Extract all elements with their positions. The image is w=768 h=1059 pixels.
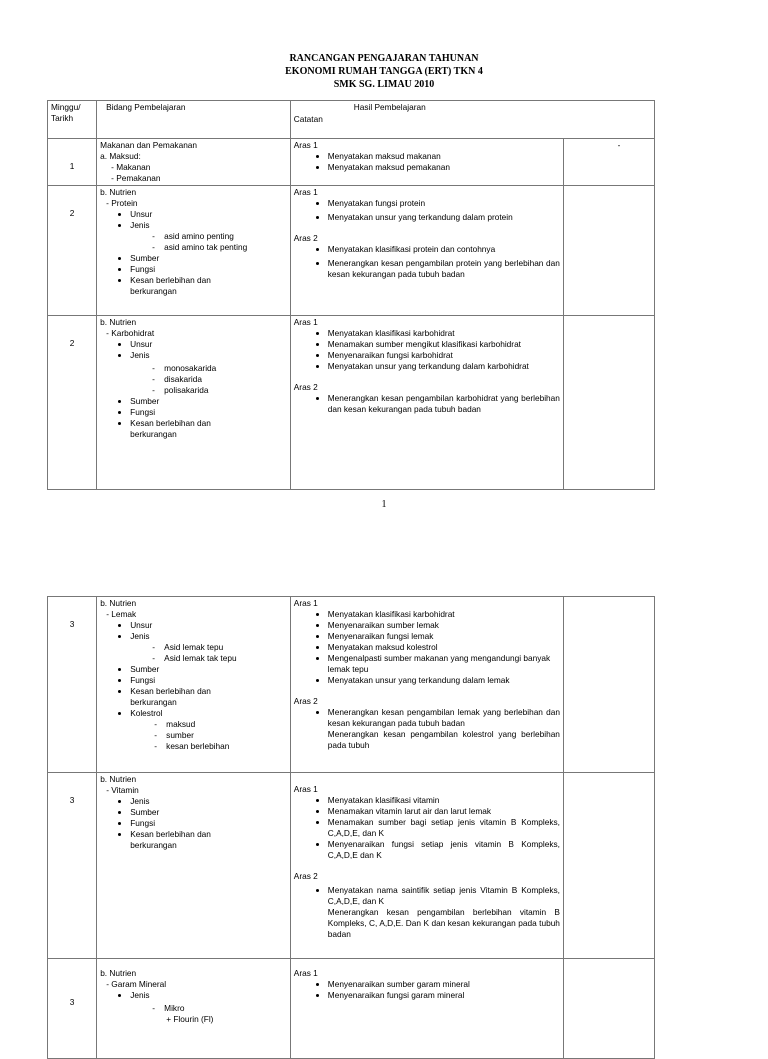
note-text: -: [617, 140, 621, 150]
table-header-row: [48, 101, 655, 139]
outcome-item: • Menyatakan fungsi protein: [328, 198, 560, 209]
level-label: Aras 1: [293, 317, 318, 327]
subtopic-item: • Fungsi: [130, 407, 287, 418]
subtopic-detail: disakarida: [164, 374, 202, 384]
doc-title-1: RANCANGAN PENGAJARAN TAHUNAN: [289, 53, 479, 64]
subtopic-detail: sumber: [166, 730, 194, 740]
level-label: Aras 1: [293, 598, 318, 608]
subtopic-item: • Unsur: [130, 339, 287, 350]
table-row: 2 b. Nutrien - Karbohidrat • Unsur • Jenis - monosakarida - disakarida - polisakarida • Sumber • Fungsi • Kesan berlebihan dan berkurangan Aras 1 • Menyatakan klasifikasi karbohidrat • Menamakan sumber mengikut klasifikasi karbohidrat • Menyenaraikan fungsi karbohidrat • Menyatakan unsur yang terkandung dalam karbohidrat Aras 2 • Menerangkan kesan pengambilan karbohidrat yang berlebihan dan kesan kekurangan pada tubuh badan: [48, 316, 655, 490]
subtopic-detail: kesan berlebihan: [166, 741, 230, 751]
level-label: Aras 1: [293, 968, 318, 978]
topic-text: b. Nutrien: [100, 187, 137, 197]
topic-text: - Vitamin: [106, 785, 139, 795]
outcome-item: • Mengenalpasti sumber makanan yang mengandungi banyak lemak tepu: [328, 653, 560, 675]
level-label: Aras 1: [293, 784, 318, 794]
outcome-item: • Menyatakan klasifikasi karbohidrat: [328, 609, 560, 620]
subtopic-detail: Asid lemak tepu: [164, 642, 224, 652]
subtopic-detail: polisakarida: [164, 385, 209, 395]
level-label: Aras 1: [293, 140, 318, 150]
page-number: 1: [381, 499, 387, 510]
level-label: Aras 2: [293, 233, 318, 243]
subtopic-item: Kesan berlebihan dan: [130, 686, 211, 696]
topic-text: a. Maksud:: [100, 151, 141, 161]
week-number: 1: [48, 139, 97, 186]
outcome-item: • Menyatakan klasifikasi protein dan contohnya: [328, 244, 560, 255]
outcome-item: • Menyenaraikan fungsi setiap jenis vitamin B Kompleks, C,A,D,E dan K: [328, 839, 560, 861]
outcome-item: • Menamakan vitamin larut air dan larut lemak: [328, 806, 560, 817]
topic-text: - Pemakanan: [111, 173, 161, 183]
level-label: Aras 2: [293, 382, 318, 392]
subtopic-item: berkurangan: [130, 286, 177, 296]
subtopic-detail: Mikro: [164, 1003, 185, 1013]
outcome-item: • Menerangkan kesan pengambilan protein yang berlebihan dan kesan kekurangan pada tubuh badan: [328, 258, 560, 280]
subtopic-item: • Unsur: [130, 209, 287, 220]
subtopic-item: • Fungsi: [130, 264, 287, 275]
topic-text: - Protein: [106, 198, 138, 208]
subtopic-item: berkurangan: [130, 697, 177, 707]
subtopic-item: • Sumber: [130, 253, 287, 264]
table-row: 3 b. Nutrien - Lemak • Unsur • Jenis - Asid lemak tepu - Asid lemak tak tepu • Sumber • Fungsi • Kesan berlebihan dan berkurangan • Kolestrol - maksud - sumber - kesan berlebihan Aras 1 • Menyatakan klasifikasi karbohidrat • Menyenaraikan sumber lemak • Menyenaraikan fungsi lemak • Menyatakan maksud kolestrol • Mengenalpasti sumber makanan yang mengandungi banyak lemak tepu • Menyatakan unsur yang terkandung dalam lemak Aras 2 • Menerangkan kesan pengambilan lemak yang berlebihan dan kesan kekurangan pada tubuh badan Menerangkan kesan pengambilan kolestrol yang berlebihan pada tubuh: [48, 597, 655, 773]
level-label: Aras 1: [293, 187, 318, 197]
outcome-item: • Menyatakan klasifikasi vitamin: [328, 795, 560, 806]
outcome-item: • Menerangkan kesan pengambilan lemak yang berlebihan dan kesan kekurangan pada tubuh badan: [328, 707, 560, 729]
outcome-text: Menerangkan kesan pengambilan berlebihan vitamin B Kompleks, C, A,D,E. Dan K dan kesan kekurangan pada tubuh badan: [327, 907, 560, 939]
week-number: 2: [48, 186, 97, 316]
subtopic-item: berkurangan: [130, 429, 177, 439]
subtopic-detail: asid amino penting: [164, 231, 234, 241]
topic-text: - Karbohidrat: [106, 328, 155, 338]
subtopic-item: • Fungsi: [130, 818, 287, 829]
outcome-item: • Menerangkan kesan pengambilan karbohidrat yang berlebihan dan kesan kekurangan pada tubuh badan: [328, 393, 560, 415]
subtopic-item: • Jenis: [130, 990, 287, 1001]
week-number: 3: [48, 773, 97, 959]
subtopic-item: • Kolestrol: [130, 708, 287, 719]
header-bidang: Bidang Pembelajaran: [106, 102, 186, 112]
plan-table-page-2: [47, 596, 655, 1059]
outcome-item: • Menyatakan nama saintifik setiap jenis Vitamin B Kompleks, C,A,D,E, dan K: [328, 885, 560, 907]
subtopic-item: berkurangan: [130, 840, 177, 850]
topic-text: b. Nutrien: [100, 317, 137, 327]
outcome-item: • Menamakan sumber mengikut klasifikasi karbohidrat: [328, 339, 560, 350]
outcome-item: • Menyatakan unsur yang terkandung dalam lemak: [328, 675, 560, 686]
level-label: Aras 2: [293, 871, 318, 881]
level-label: Aras 2: [293, 696, 318, 706]
subtopic-item: Kesan berlebihan dan: [130, 829, 211, 839]
header-catatan: Catatan: [293, 114, 323, 124]
topic-text: Makanan dan Pemakanan: [100, 140, 198, 150]
week-number: 3: [48, 959, 97, 1059]
subtopic-item: • Sumber: [130, 664, 287, 675]
subtopic-item: • Jenis: [130, 350, 287, 361]
outcome-item: • Menamakan sumber bagi setiap jenis vitamin B Kompleks, C,A,D,E, dan K: [328, 817, 560, 839]
subtopic-item: Kesan berlebihan dan: [130, 275, 211, 285]
subtopic-item: • Jenis: [130, 631, 287, 642]
subtopic-item: • Unsur: [130, 620, 287, 631]
subtopic-detail: monosakarida: [164, 363, 217, 373]
topic-text: - Lemak: [106, 609, 137, 619]
subtopic-item: • Jenis: [130, 796, 287, 807]
outcome-item: • Menyatakan maksud kolestrol: [328, 642, 560, 653]
outcome-item: • Menyenaraikan fungsi karbohidrat: [328, 350, 560, 361]
subtopic-detail: Asid lemak tak tepu: [164, 653, 237, 663]
topic-text: b. Nutrien: [100, 774, 137, 784]
subtopic-item: • Sumber: [130, 807, 287, 818]
outcome-item: • Menyatakan unsur yang terkandung dalam protein: [328, 212, 560, 223]
subtopic-item: Kesan berlebihan dan: [130, 418, 211, 428]
plan-table-page-1: [47, 100, 655, 490]
outcome-item: • Menyenaraikan fungsi garam mineral: [328, 990, 560, 1001]
subtopic-detail: + Flourin (Fl): [166, 1014, 214, 1024]
doc-title-2: EKONOMI RUMAH TANGGA (ERT) TKN 4: [285, 66, 483, 77]
topic-text: b. Nutrien: [100, 968, 137, 978]
topic-text: b. Nutrien: [100, 598, 137, 608]
table-row: [48, 139, 655, 186]
subtopic-item: • Sumber: [130, 396, 287, 407]
table-row: 2 b. Nutrien - Protein • Unsur • Jenis - asid amino penting - asid amino tak penting • Sumber • Fungsi • Kesan berlebihan dan berkurangan Aras 1 • Menyatakan fungsi protein • Menyatakan unsur yang terkandung dalam protein Aras 2 • Menyatakan klasifikasi protein dan contohnya • Menerangkan kesan pengambilan protein yang berlebihan dan kesan kekurangan pada tubuh badan: [48, 186, 655, 316]
header-hasil: Hasil Pembelajaran: [353, 102, 426, 112]
outcome-item: • Menyenaraikan sumber garam mineral: [328, 979, 560, 990]
outcome-item: • Menyatakan unsur yang terkandung dalam karbohidrat: [328, 361, 560, 372]
outcome-text: Menerangkan kesan pengambilan kolestrol yang berlebihan pada tubuh: [327, 729, 560, 750]
topic-text: - Makanan: [111, 162, 151, 172]
subtopic-detail: asid amino tak penting: [164, 242, 248, 252]
header-minggu: Minggu/: [51, 102, 81, 112]
topic-text: - Garam Mineral: [106, 979, 167, 989]
outcome-item: • Menyenaraikan sumber lemak: [328, 620, 560, 631]
subtopic-item: • Fungsi: [130, 675, 287, 686]
outcome-item: • Menyatakan maksud makanan: [328, 151, 560, 162]
subtopic-item: • Jenis: [130, 220, 287, 231]
week-number: 3: [48, 597, 97, 773]
subtopic-detail: maksud: [166, 719, 196, 729]
header-tarikh: Tarikh: [51, 113, 74, 123]
outcome-item: • Menyatakan klasifikasi karbohidrat: [328, 328, 560, 339]
table-row: 3 b. Nutrien - Garam Mineral • Jenis - Mikro + Flourin (Fl) Aras 1 • Menyenaraikan sumber garam mineral • Menyenaraikan fungsi garam mineral: [48, 959, 655, 1059]
outcome-item: • Menyatakan maksud pemakanan: [328, 162, 560, 173]
outcome-item: • Menyenaraikan fungsi lemak: [328, 631, 560, 642]
doc-title-3: SMK SG. LIMAU 2010: [333, 79, 435, 90]
week-number: 2: [48, 316, 97, 490]
table-row: [48, 773, 655, 959]
